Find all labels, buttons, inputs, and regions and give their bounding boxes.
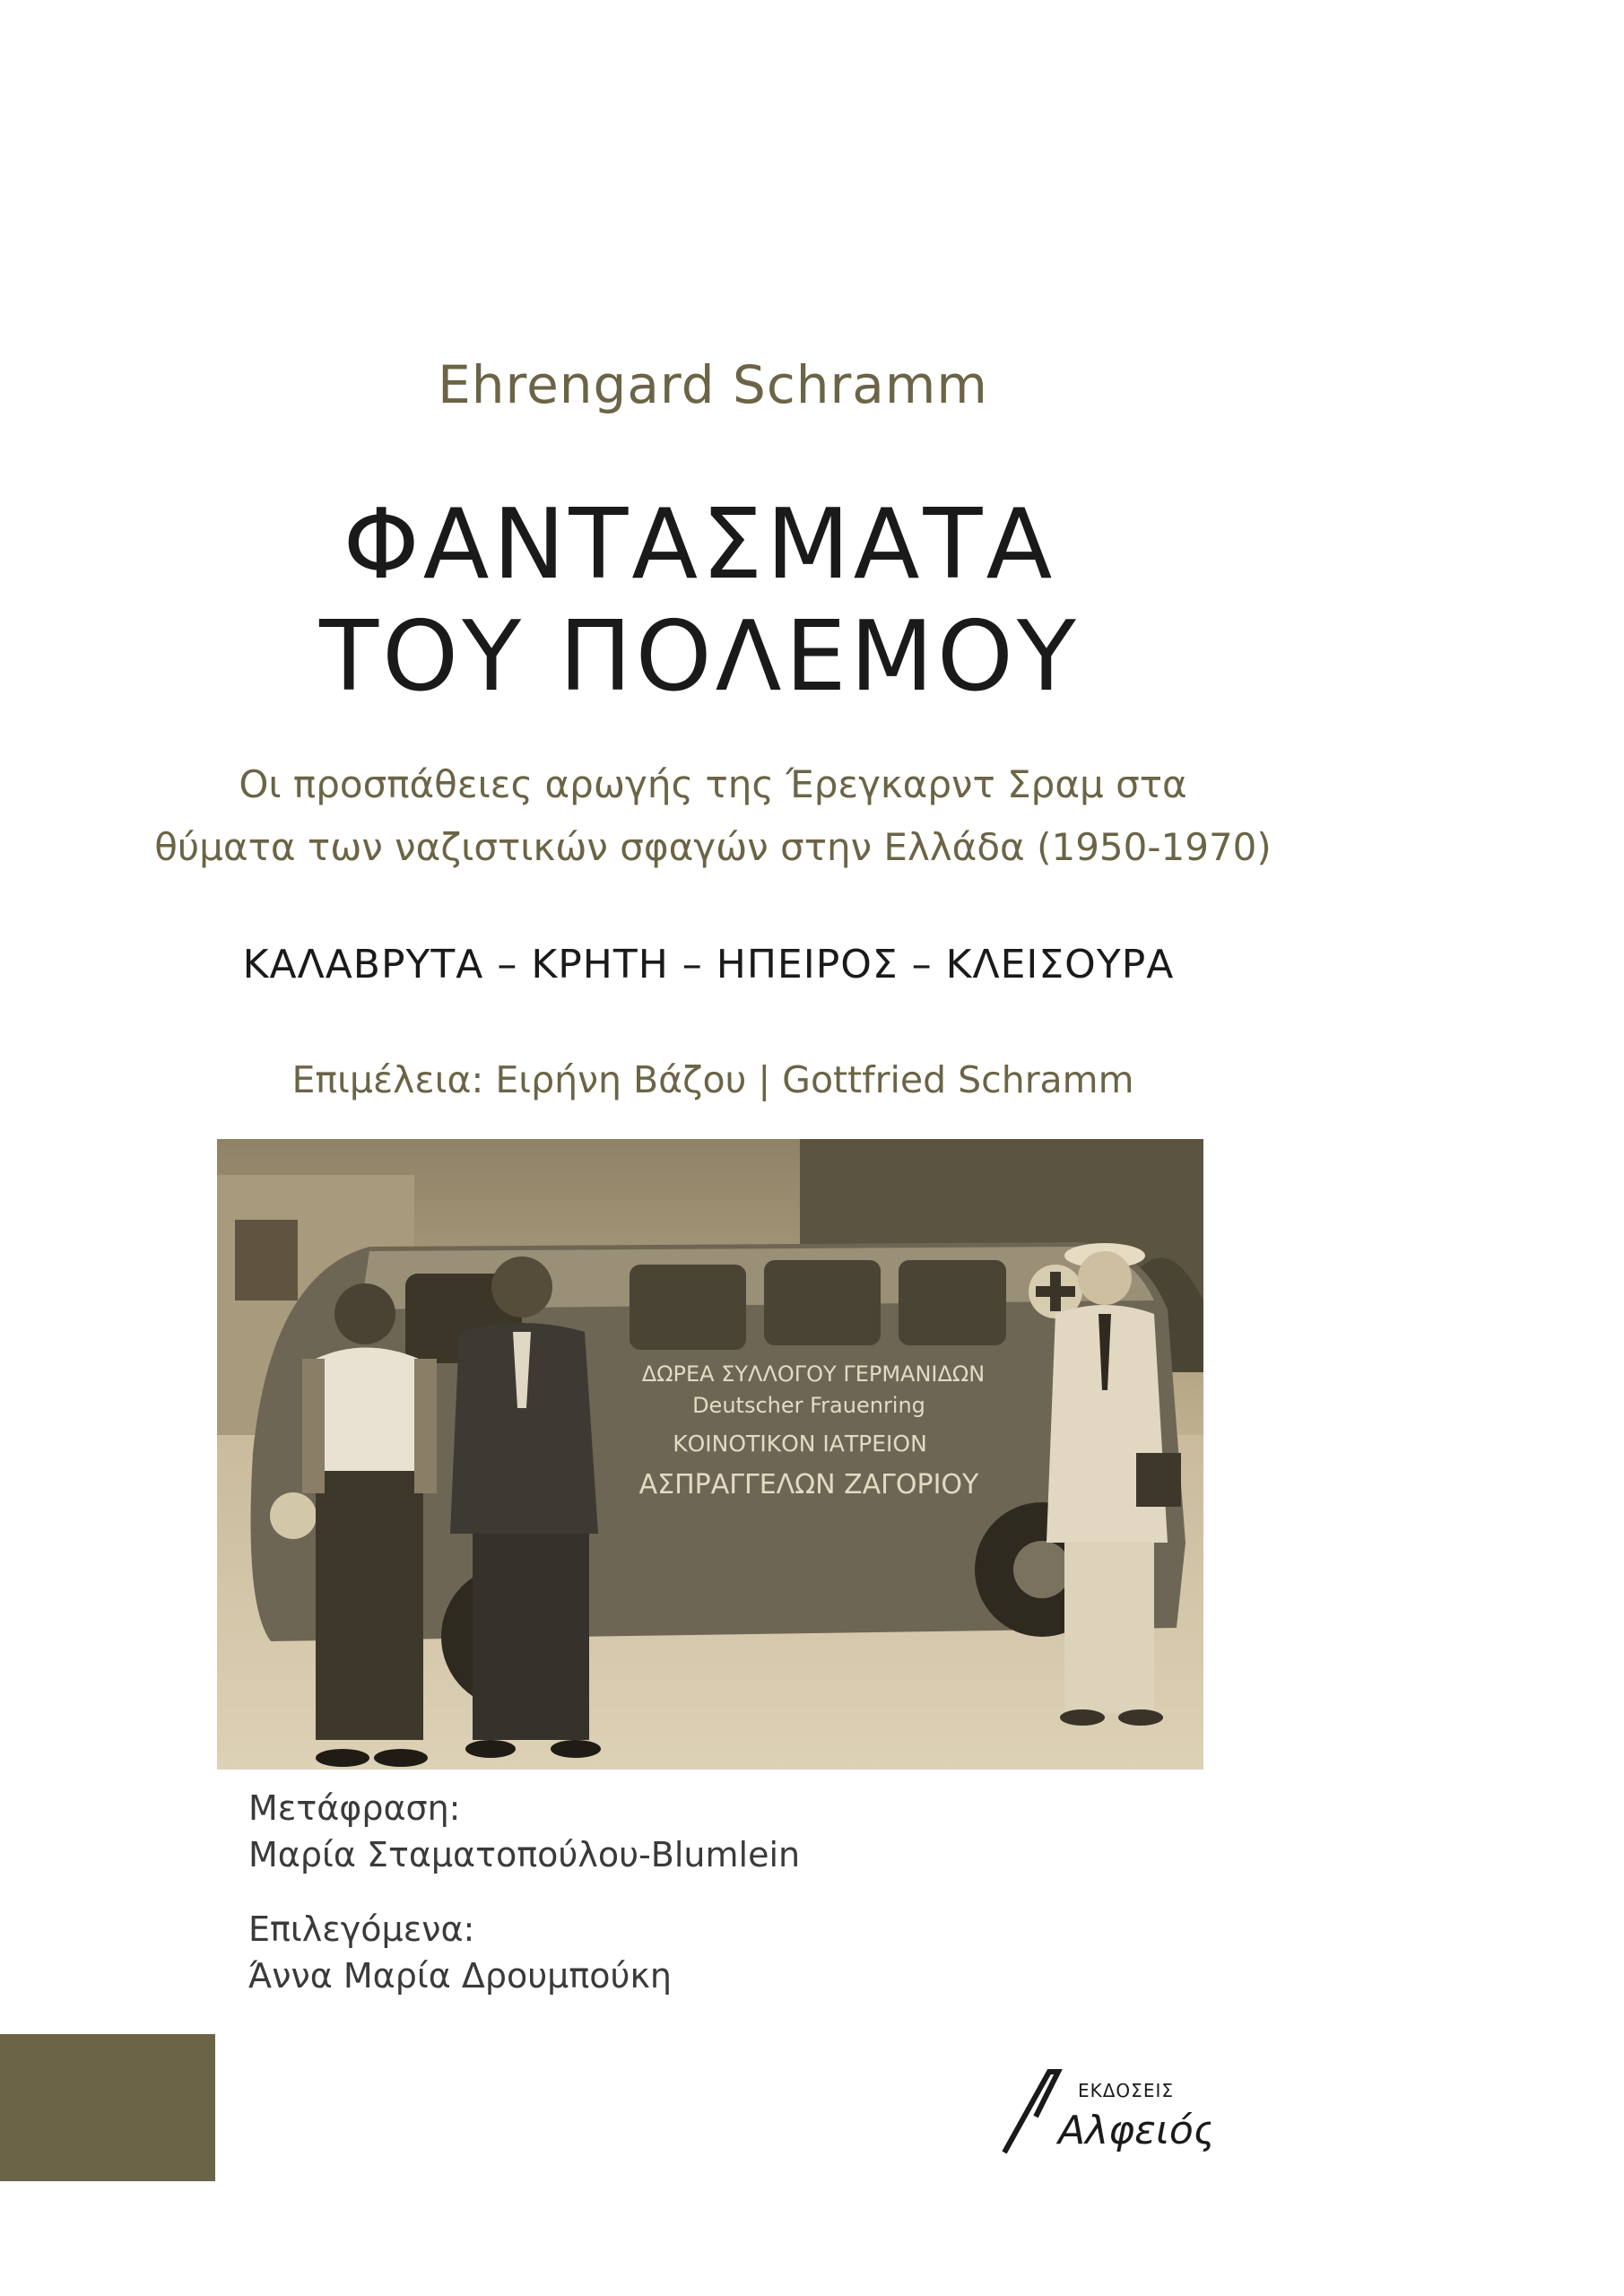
translation-label: Μετάφραση:	[248, 1788, 461, 1828]
afterword-credit	[248, 1906, 672, 1999]
subtitle-line-2: θύματα των ναζιστικών σφαγών στην Ελλάδα (1950-1970)	[154, 825, 1272, 869]
van-photo-illustration	[217, 1139, 1203, 1770]
book-title-line-1: ΦΑΝΤΑΣΜΑΤΑ	[343, 489, 1056, 601]
subtitle-line-1: Οι προσπάθειες αρωγής της Έρεγκαρντ Σραμ στα	[239, 762, 1187, 806]
van-text-3: ΚΟΙΝΟΤΙΚΟΝ ΙΑΤΡΕΙΟΝ	[673, 1431, 927, 1457]
van-text-1: ΔΩΡΕΑ ΣΥΛΛΟΓΟΥ ΓΕΡΜΑΝΙΔΩΝ	[641, 1361, 986, 1387]
translation-credit	[248, 1785, 800, 1878]
van-text-2: Deutscher Frauenring	[692, 1393, 925, 1418]
cover-photo	[217, 1139, 1203, 1770]
editors-line: Επιμέλεια: Ειρήνη Βάζου | Gottfried Schramm	[291, 1058, 1134, 1101]
person-middle	[450, 1257, 601, 1758]
publisher-logo-mark	[1004, 2072, 1058, 2152]
publisher-logo	[995, 2063, 1211, 2161]
van-text-4: ΑΣΠΡΑΓΓΕΛΩΝ ΖΑΓΟΡΙΟΥ	[638, 1469, 979, 1500]
translator-name: Μαρία Σταματοπούλου-Blumlein	[248, 1835, 801, 1874]
afterword-label: Επιλεγόμενα:	[248, 1909, 475, 1949]
accent-color-block	[0, 2034, 215, 2181]
author-name: Ehrengard Schramm	[438, 354, 988, 415]
book-title-line-2: ΤΟΥ ΠΟΛΕΜΟΥ	[319, 601, 1080, 713]
places-line: ΚΑΛΑΒΡΥΤΑ – ΚΡΗΤΗ – ΗΠΕΙΡΟΣ – ΚΛΕΙΣΟΥΡΑ	[242, 942, 1175, 987]
publisher-label: ΕΚΔΟΣΕΙΣ	[1078, 2080, 1174, 2101]
afterword-author: Άννα Μαρία Δρουμπούκη	[248, 1956, 672, 1996]
publisher-name: Αλφειός	[1058, 2108, 1211, 2153]
